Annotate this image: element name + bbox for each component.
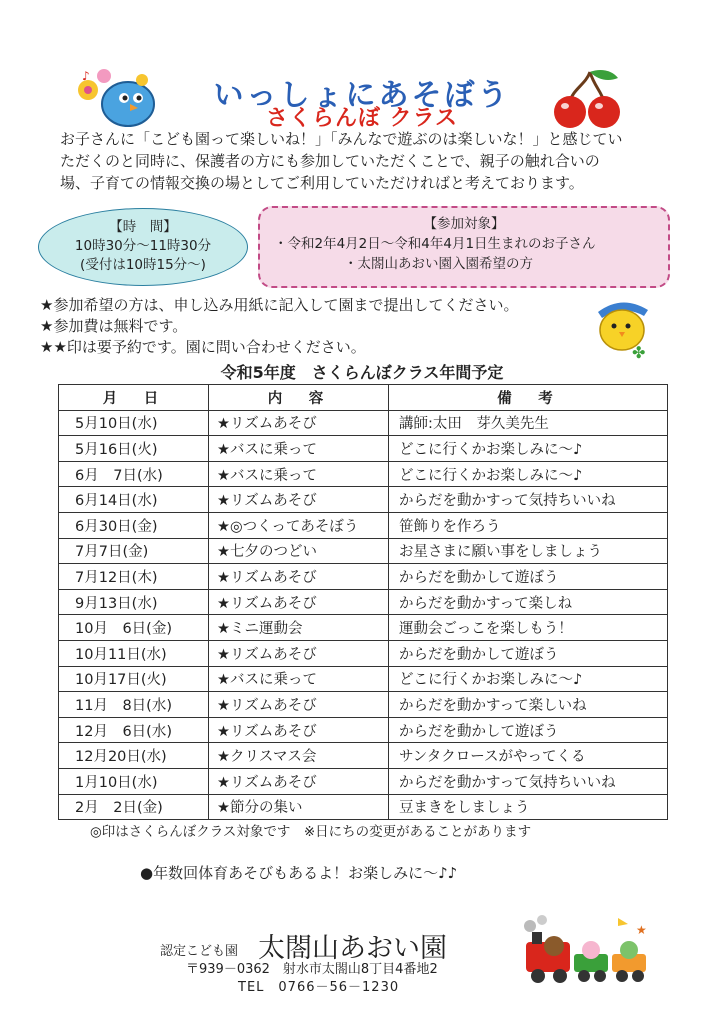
row-date: 12月 6日(水) bbox=[59, 717, 209, 743]
footnote: ◎印はさくらんぼクラス対象です ※日にちの変更があることがあります bbox=[90, 824, 532, 840]
time-reception: (受付は10時15分～) bbox=[80, 257, 206, 273]
table-row bbox=[59, 640, 668, 666]
row-remark: サンタクロースがやってくる bbox=[389, 743, 668, 769]
header-date: 月 日 bbox=[59, 385, 209, 411]
row-remark: 笹飾りを作ろう bbox=[389, 512, 668, 538]
row-date: 6月30日(金) bbox=[59, 512, 209, 538]
target-item: ・太閤山あおい園入園希望の方 bbox=[344, 256, 533, 272]
table-row bbox=[59, 743, 668, 769]
row-content: ★ミニ運動会 bbox=[209, 615, 389, 641]
row-remark: からだを動かすって気持ちいいね bbox=[389, 768, 668, 794]
row-date: 7月12日(木) bbox=[59, 564, 209, 590]
row-date: 11月 8日(水) bbox=[59, 692, 209, 718]
note-item: ★★印は要予約です。園に問い合わせください。 bbox=[40, 338, 366, 356]
org-name: 太閤山あおい園 bbox=[258, 933, 447, 964]
notes-list bbox=[40, 295, 518, 358]
table-row bbox=[59, 768, 668, 794]
row-remark: 豆まきをしましょう bbox=[389, 794, 668, 820]
header-content: 内 容 bbox=[209, 385, 389, 411]
row-remark: 講師:太田 芽久美先生 bbox=[389, 410, 668, 436]
org-label: 認定こども園 bbox=[160, 944, 239, 959]
row-content: ★リズムあそび bbox=[209, 487, 389, 513]
table-row bbox=[59, 410, 668, 436]
schedule-table bbox=[58, 384, 668, 820]
table-header-row bbox=[59, 385, 668, 411]
class-subtitle: さくらんぼ クラス bbox=[266, 106, 458, 131]
row-content: ★◎つくってあそぼう bbox=[209, 512, 389, 538]
time-info-box bbox=[38, 208, 248, 286]
row-content: ★リズムあそび bbox=[209, 564, 389, 590]
row-date: 9月13日(水) bbox=[59, 589, 209, 615]
row-remark: からだを動かすって楽しいね bbox=[389, 692, 668, 718]
row-date: 10月17日(火) bbox=[59, 666, 209, 692]
row-content: ★リズムあそび bbox=[209, 717, 389, 743]
row-remark: からだを動かして遊ぼう bbox=[389, 564, 668, 590]
note-item: ★参加費は無料です。 bbox=[40, 317, 188, 335]
table-row bbox=[59, 666, 668, 692]
chick-illustration bbox=[592, 296, 654, 360]
table-row bbox=[59, 487, 668, 513]
header-remark: 備 考 bbox=[389, 385, 668, 411]
table-row bbox=[59, 564, 668, 590]
table-row bbox=[59, 794, 668, 820]
table-row bbox=[59, 717, 668, 743]
page-title: いっしょにあそぼう bbox=[213, 78, 511, 113]
row-remark: からだを動かして遊ぼう bbox=[389, 717, 668, 743]
intro-line: 場、子育ての情報交換の場としてご利用していただければと考えております。 bbox=[60, 174, 584, 192]
row-remark: どこに行くかお楽しみに～♪ bbox=[389, 666, 668, 692]
row-remark: どこに行くかお楽しみに～♪ bbox=[389, 461, 668, 487]
svg-text:✤: ✤ bbox=[632, 343, 646, 360]
row-remark: お星さまに願い事をしましょう bbox=[389, 538, 668, 564]
row-content: ★リズムあそび bbox=[209, 640, 389, 666]
table-row bbox=[59, 436, 668, 462]
row-content: ★七夕のつどい bbox=[209, 538, 389, 564]
table-row bbox=[59, 512, 668, 538]
bird-icon bbox=[618, 918, 628, 926]
row-remark: どこに行くかお楽しみに～♪ bbox=[389, 436, 668, 462]
row-remark: からだを動かすって楽しね bbox=[389, 589, 668, 615]
row-date: 12月20日(水) bbox=[59, 743, 209, 769]
train-with-animals-illustration bbox=[518, 912, 658, 990]
time-hours: 10時30分～11時30分 bbox=[74, 238, 212, 254]
event-note: ●年数回体育あそびもあるよ！お楽しみに～♪♪ bbox=[140, 864, 458, 882]
row-date: 10月 6日(金) bbox=[59, 615, 209, 641]
address: 〒939－0362 射水市太閤山8丁目4番地2 bbox=[186, 962, 438, 977]
row-content: ★リズムあそび bbox=[209, 589, 389, 615]
row-content: ★リズムあそび bbox=[209, 692, 389, 718]
phone-number: TEL 0766－56－1230 bbox=[238, 980, 400, 995]
table-row bbox=[59, 589, 668, 615]
svg-text:★: ★ bbox=[636, 923, 647, 937]
target-info-box bbox=[258, 206, 670, 288]
schedule-title: 令和5年度 さくらんぼクラス年間予定 bbox=[220, 363, 504, 382]
row-remark: からだを動かすって気持ちいいね bbox=[389, 487, 668, 513]
row-remark: からだを動かして遊ぼう bbox=[389, 640, 668, 666]
table-row bbox=[59, 615, 668, 641]
row-date: 2月 2日(金) bbox=[59, 794, 209, 820]
intro-line: お子さんに「こども園って楽しいね！」「みんなで遊ぶのは楽しいな！」と感じてい bbox=[60, 130, 623, 148]
row-date: 5月10日(水) bbox=[59, 410, 209, 436]
svg-text:♪: ♪ bbox=[82, 69, 90, 83]
row-date: 5月16日(火) bbox=[59, 436, 209, 462]
row-content: ★節分の集い bbox=[209, 794, 389, 820]
row-content: ★バスに乗って bbox=[209, 436, 389, 462]
row-content: ★バスに乗って bbox=[209, 461, 389, 487]
note-item: ★参加希望の方は、申し込み用紙に記入して園まで提出してください。 bbox=[40, 296, 519, 314]
row-remark: 運動会ごっこを楽しもう！ bbox=[389, 615, 668, 641]
target-heading: 【参加対象】 bbox=[423, 216, 505, 232]
intro-paragraph bbox=[60, 128, 670, 194]
row-content: ★リズムあそび bbox=[209, 768, 389, 794]
row-date: 6月14日(水) bbox=[59, 487, 209, 513]
row-date: 1月10日(水) bbox=[59, 768, 209, 794]
schedule-body bbox=[59, 410, 668, 820]
table-row bbox=[59, 461, 668, 487]
row-content: ★クリスマス会 bbox=[209, 743, 389, 769]
row-date: 7月7日(金) bbox=[59, 538, 209, 564]
row-date: 10月11日(水) bbox=[59, 640, 209, 666]
intro-line: ただくのと同時に、保護者の方にも参加していただくことで、親子の触れ合いの bbox=[60, 152, 600, 170]
target-item: ・令和2年4月2日～令和4年4月1日生まれのお子さん bbox=[274, 236, 596, 252]
time-heading: 【時 間】 bbox=[109, 219, 177, 235]
row-content: ★リズムあそび bbox=[209, 410, 389, 436]
table-row bbox=[59, 692, 668, 718]
table-row bbox=[59, 538, 668, 564]
row-date: 6月 7日(水) bbox=[59, 461, 209, 487]
row-content: ★バスに乗って bbox=[209, 666, 389, 692]
